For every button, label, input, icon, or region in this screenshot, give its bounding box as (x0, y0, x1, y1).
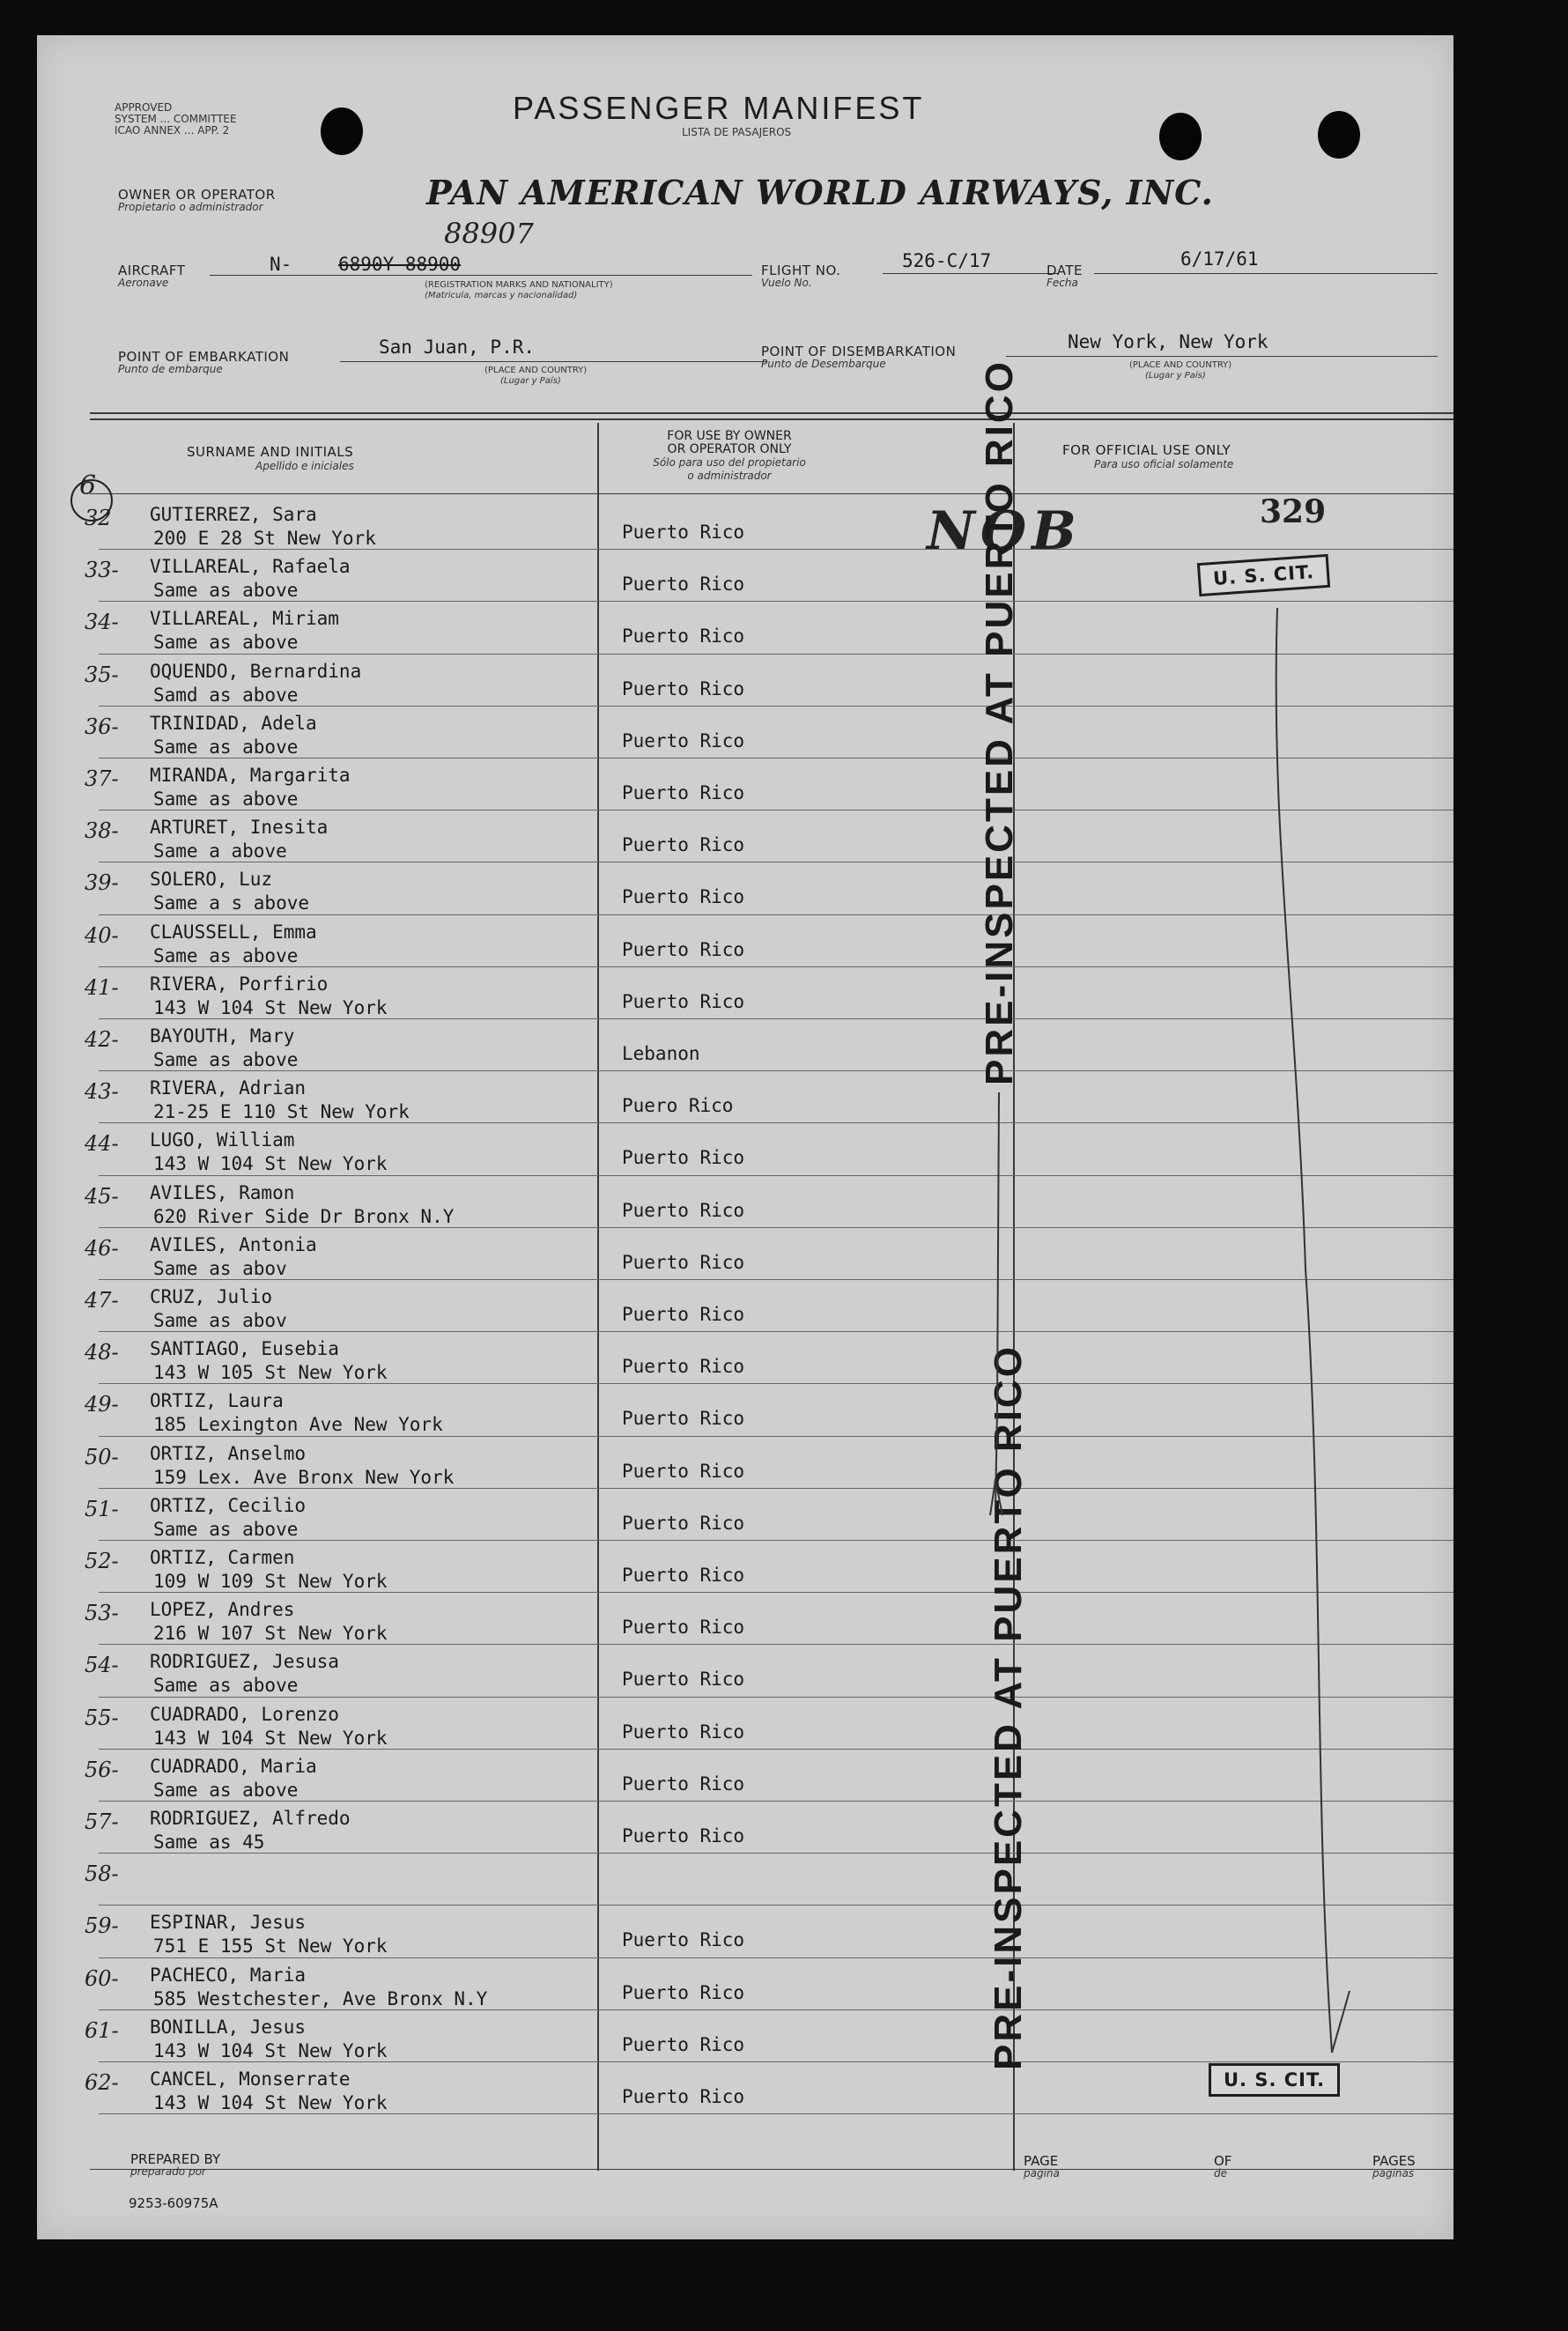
passenger-country: Puerto Rico (622, 1251, 745, 1273)
passenger-address: 585 Westchester, Ave Bronx N.Y (153, 1987, 488, 2009)
passenger-number: 47- (85, 1288, 119, 1313)
passenger-number: 41- (85, 974, 119, 1000)
registration-caption: (REGISTRATION MARKS AND NATIONALITY) (425, 280, 613, 290)
passenger-address: 143 W 104 St New York (153, 1727, 388, 1749)
disembark-label-es: Punto de Desembarque (761, 358, 886, 370)
passenger-address: 159 Lex. Ave Bronx New York (153, 1466, 455, 1488)
passenger-name: CLAUSSELL, Emma (150, 921, 317, 943)
passenger-country: Puerto Rico (622, 574, 745, 596)
owner-value: PAN AMERICAN WORLD AIRWAYS, INC. (426, 173, 1214, 212)
passenger-name: VILLAREAL, Miriam (150, 608, 339, 630)
of-label: OF (1214, 2153, 1232, 2169)
passenger-name: AVILES, Antonia (150, 1233, 317, 1255)
passenger-address: Same as above (153, 736, 299, 758)
passenger-name: CUADRADO, Lorenzo (150, 1703, 339, 1725)
passenger-number: 62- (85, 2070, 119, 2095)
passenger-number: 36- (85, 714, 119, 739)
passenger-name: ARTURET, Inesita (150, 817, 329, 839)
aircraft-handwritten: 88907 (444, 217, 534, 250)
passenger-address: 620 River Side Dr Bronx N.Y (153, 1205, 455, 1227)
footer-rule (90, 2169, 1453, 2170)
flight-label: FLIGHT NO. (761, 263, 841, 278)
passenger-address: Same as above (153, 1518, 299, 1540)
approval-note: APPROVED SYSTEM ... COMMITTEE ICAO ANNEX ... APP. 2 (115, 101, 237, 137)
passenger-address: 143 W 105 St New York (153, 1362, 388, 1384)
passenger-country: Puerto Rico (622, 1981, 745, 2003)
passenger-country: Lebanon (622, 1043, 700, 1064)
passenger-address: Same as 45 (153, 1832, 265, 1853)
passenger-address: 751 E 155 St New York (153, 1935, 388, 1957)
passenger-number: 45- (85, 1183, 119, 1209)
passenger-address: 21-25 E 110 St New York (153, 1101, 410, 1123)
embark-place-caption: (PLACE AND COUNTRY) (484, 366, 588, 375)
count-annotation: 329 (1260, 493, 1327, 530)
passenger-name: BONILLA, Jesus (150, 2016, 307, 2038)
aircraft-prefix: N- (270, 254, 292, 275)
col-surname-header-es: Apellido e iniciales (255, 460, 354, 472)
passenger-country: Puerto Rico (622, 1617, 745, 1639)
disembark-value: New York, New York (1068, 331, 1268, 352)
passenger-number: 59- (85, 1913, 119, 1939)
passenger-country: Puerto Rico (622, 2086, 745, 2107)
passenger-country: Puerto Rico (622, 1929, 745, 1951)
prepared-label: PREPARED BY (130, 2151, 221, 2167)
passenger-number: 54- (85, 1653, 119, 1678)
passenger-number: 61- (85, 2017, 119, 2043)
col-surname-header: SURNAME AND INITIALS (187, 444, 354, 460)
passenger-name: CRUZ, Julio (150, 1286, 273, 1307)
passenger-address: Samd as above (153, 684, 299, 706)
passenger-country: Puerto Rico (622, 1304, 745, 1325)
passenger-country: Puerto Rico (622, 1720, 745, 1743)
passenger-address: 200 E 28 St New York (153, 528, 376, 549)
disembark-place-caption: (PLACE AND COUNTRY) (1129, 360, 1232, 370)
owner-label-es: Propietario o administrador (118, 201, 263, 213)
aircraft-label-es: Aeronave (118, 277, 169, 289)
passenger-number: 38- (85, 818, 119, 844)
passenger-name: ORTIZ, Cecilio (150, 1494, 307, 1516)
pencil-marks (37, 35, 1453, 2239)
passenger-name: ORTIZ, Anselmo (150, 1442, 307, 1464)
passenger-number: 53- (85, 1601, 119, 1626)
passenger-address: Same as above (153, 632, 299, 654)
us-cit-stamp-bottom: U. S. CIT. (1209, 2063, 1340, 2097)
passenger-number: 35- (85, 662, 119, 687)
pre-inspected-stamp-top: PRE-INSPECTED AT PUERTO RICO (978, 359, 1021, 1085)
passenger-country: Puerto Rico (622, 938, 745, 960)
passenger-address: Same as above (153, 580, 299, 602)
passenger-name: ORTIZ, Laura (150, 1390, 284, 1412)
col-official-header: FOR OFFICIAL USE ONLY (1062, 442, 1231, 458)
circled-number: 6 (79, 470, 97, 501)
flight-value: 526-C/17 (902, 250, 992, 271)
date-label: DATE (1047, 263, 1084, 278)
passenger-name: SANTIAGO, Eusebia (150, 1338, 339, 1360)
passenger-address: 143 W 104 St New York (153, 2039, 388, 2061)
passenger-name: BAYOUTH, Mary (150, 1025, 295, 1047)
passenger-name: GUTIERREZ, Sara (150, 504, 317, 525)
passenger-number: 52- (85, 1549, 119, 1573)
passenger-name: ORTIZ, Carmen (150, 1547, 295, 1568)
passenger-number: 40- (85, 922, 119, 948)
date-label-es: Fecha (1047, 277, 1078, 289)
passenger-name: AVILES, Ramon (150, 1181, 295, 1203)
passenger-name: PACHECO, Maria (150, 1964, 307, 1986)
passenger-country: Puerto Rico (622, 1565, 745, 1586)
passenger-country: Puerto Rico (622, 886, 745, 908)
passenger-number: 58- (85, 1861, 119, 1887)
page-subtitle: LISTA DE PASAJEROS (682, 126, 792, 138)
passenger-country: Puerto Rico (622, 782, 745, 803)
passenger-name: RIVERA, Porfirio (150, 973, 329, 995)
passenger-number: 50- (85, 1444, 119, 1469)
page-label: PAGE (1024, 2153, 1059, 2169)
passenger-address: Same as abov (153, 1310, 287, 1331)
passenger-number: 56- (85, 1757, 119, 1782)
passenger-address: Same as above (153, 788, 299, 810)
passenger-address: 216 W 107 St New York (153, 1623, 388, 1645)
passenger-number: 34- (85, 610, 119, 635)
nob-annotation: NOB (927, 500, 1082, 562)
us-cit-stamp-top: U. S. CIT. (1197, 554, 1330, 596)
passenger-name: CUADRADO, Maria (150, 1755, 317, 1777)
passenger-country: Puerto Rico (622, 990, 745, 1012)
passenger-number: 42- (85, 1027, 119, 1052)
passenger-address: Same a above (153, 840, 287, 862)
passenger-name: CANCEL, Monserrate (150, 2068, 351, 2090)
flight-label-es: Vuelo No. (761, 277, 812, 289)
passenger-country: Puerto Rico (622, 729, 745, 751)
col-owner-header: FOR USE BY OWNER OR OPERATOR ONLY Sólo para uso del propietario o administrador (653, 429, 806, 482)
aircraft-label: AIRCRAFT (118, 263, 186, 278)
passenger-number: 39- (85, 870, 119, 896)
passenger-country: Puerto Rico (622, 834, 745, 856)
embark-value: San Juan, P.R. (379, 337, 536, 358)
passenger-number: 46- (85, 1235, 119, 1261)
passenger-country: Puerto Rico (622, 1356, 745, 1378)
owner-label: OWNER OR OPERATOR (118, 187, 276, 203)
disembark-place-caption-es: (Lugar y País) (1145, 371, 1206, 381)
page-label-es: pagina (1024, 2167, 1060, 2179)
disembark-label: POINT OF DISEMBARKATION (761, 344, 957, 359)
embark-place-caption-es: (Lugar y País) (500, 376, 561, 386)
pages-label-es: paginas (1372, 2167, 1415, 2179)
passenger-name: MIRANDA, Margarita (150, 765, 351, 786)
passenger-number: 44- (85, 1131, 119, 1157)
passenger-name: VILLAREAL, Rafaela (150, 556, 351, 578)
passenger-country: Puerto Rico (622, 1147, 745, 1169)
passenger-country: Puero Rico (622, 1095, 734, 1117)
aircraft-struck: 6890Y 88900 (338, 254, 462, 275)
passenger-address: Same a s above (153, 892, 310, 914)
passenger-address: Same as above (153, 1779, 299, 1801)
passenger-country: Puerto Rico (622, 677, 745, 699)
passenger-address: Same as above (153, 944, 299, 966)
passenger-number: 51- (85, 1496, 119, 1521)
passenger-number: 32 (85, 506, 112, 530)
passenger-name: ESPINAR, Jesus (150, 1912, 307, 1934)
passenger-country: Puerto Rico (622, 1772, 745, 1794)
passenger-country: Puerto Rico (622, 1408, 745, 1430)
passenger-country: Puerto Rico (622, 1512, 745, 1534)
passenger-address: Same as above (153, 1675, 299, 1697)
passenger-name: RIVERA, Adrian (150, 1077, 307, 1099)
embark-label: POINT OF EMBARKATION (118, 349, 290, 365)
passenger-country: Puerto Rico (622, 2033, 745, 2055)
passenger-address: 109 W 109 St New York (153, 1571, 388, 1592)
passenger-address: 143 W 104 St New York (153, 2092, 388, 2113)
passenger-name: RODRIGUEZ, Alfredo (150, 1808, 351, 1829)
passenger-name: RODRIGUEZ, Jesusa (150, 1651, 339, 1673)
passenger-name: SOLERO, Luz (150, 869, 273, 891)
prepared-label-es: preparado por (130, 2165, 206, 2178)
passenger-name: OQUENDO, Bernardina (150, 660, 362, 682)
passenger-country: Puerto Rico (622, 625, 745, 648)
passenger-address: Same as abov (153, 1257, 287, 1279)
form-number: 9253-60975A (129, 2195, 218, 2211)
pages-label: PAGES (1372, 2153, 1416, 2169)
passenger-number: 48- (85, 1340, 119, 1365)
manifest-sheet (37, 35, 1453, 2239)
of-label-es: de (1214, 2167, 1227, 2179)
passenger-number: 57- (85, 1809, 119, 1834)
passenger-number: 55- (85, 1705, 119, 1730)
passenger-address: 185 Lexington Ave New York (153, 1414, 443, 1436)
passenger-number: 33- (85, 558, 119, 583)
passenger-country: Puerto Rico (622, 1669, 745, 1691)
passenger-number: 49- (85, 1392, 119, 1417)
passenger-name: LUGO, William (150, 1129, 295, 1151)
passenger-country: Puerto Rico (622, 1199, 745, 1221)
passenger-number: 37- (85, 766, 119, 791)
pre-inspected-stamp-bottom: PRE-INSPECTED AT PUERTO RICO (987, 1344, 1030, 2070)
embark-label-es: Punto de embarque (118, 363, 223, 375)
passenger-address: 143 W 104 St New York (153, 996, 388, 1018)
date-value: 6/17/61 (1180, 248, 1259, 270)
passenger-number: 43- (85, 1079, 119, 1105)
passenger-name: LOPEZ, Andres (150, 1599, 295, 1621)
passenger-country: Puerto Rico (622, 1825, 745, 1846)
page-title: PASSENGER MANIFEST (513, 90, 925, 126)
col-official-header-es: Para uso oficial solamente (1094, 458, 1234, 470)
passenger-country: Puerto Rico (622, 522, 745, 543)
registration-caption-es: (Matricula, marcas y nacionalidad) (425, 291, 578, 300)
passenger-address: Same as above (153, 1049, 299, 1070)
passenger-name: TRINIDAD, Adela (150, 712, 317, 734)
passenger-address: 143 W 104 St New York (153, 1153, 388, 1175)
passenger-country: Puerto Rico (622, 1460, 745, 1482)
passenger-number: 60- (85, 1965, 119, 1991)
